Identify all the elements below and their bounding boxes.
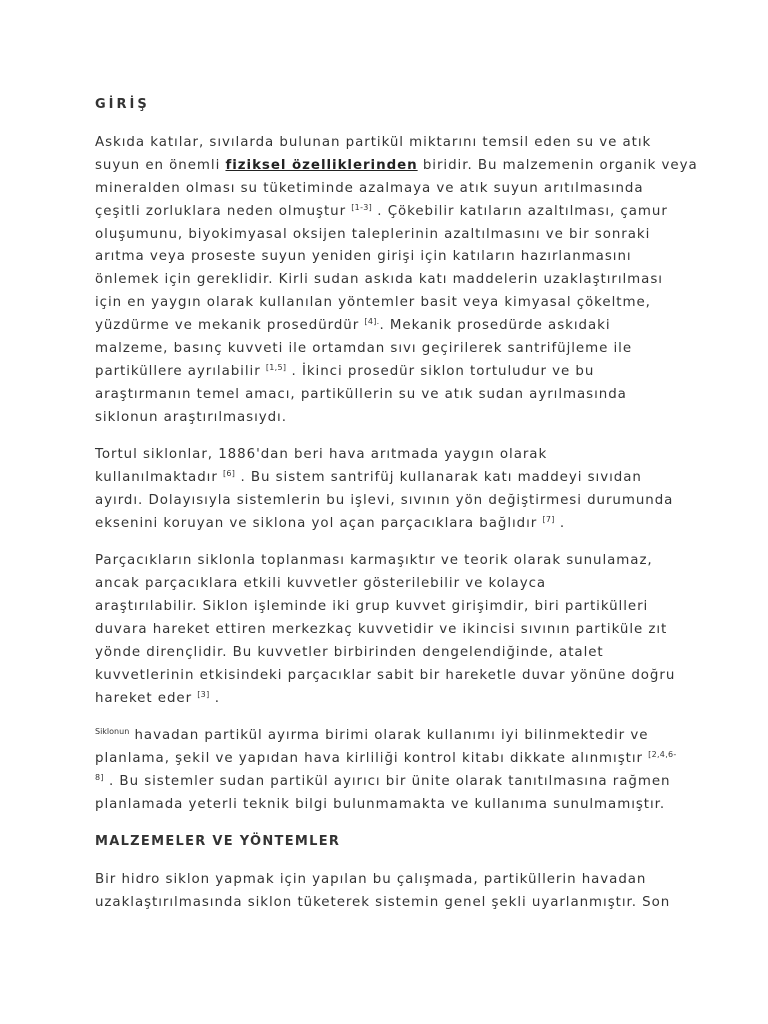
line [95, 361, 675, 384]
text: araştırılabilir. Siklon işleminde iki grup kuvvet girişimdir, biri partikülleri [95, 599, 649, 615]
line [95, 155, 698, 178]
text: mineralden olması su tüketiminde azalmaya ve atık suyun arıtılmasında [95, 180, 644, 196]
text: partiküllere ayrılabilir [95, 363, 266, 379]
line [95, 338, 675, 361]
line [95, 794, 675, 817]
line [95, 725, 675, 748]
paragraph-1 [95, 132, 698, 430]
text: . [554, 515, 566, 531]
line [95, 596, 675, 619]
text: Tortul siklonlar, 1886'dan beri hava arıtmada yaygın olarak [95, 447, 548, 463]
line [95, 132, 675, 155]
citation: [1-3] [351, 202, 373, 212]
text: kuvvetlerinin etkisindeki parçacıklar sabit bir hareketle duvar yönüne doğru [95, 667, 676, 683]
text: uzaklaştırılmasında siklon tüketerek sistemin genel şekli uyarlanmıştır. Son [95, 895, 671, 911]
line [95, 490, 675, 513]
text: için en yaygın olarak kullanılan yöntemler basit veya kimyasal çökeltme, [95, 295, 651, 311]
line [95, 688, 675, 711]
citation: 8] [95, 772, 104, 782]
text: . Bu sistemler sudan partikül ayırıcı bir ünite olarak tanıtılmasına rağmen [103, 773, 671, 789]
line [95, 619, 675, 642]
line [95, 771, 675, 794]
text: kullanılmaktadır [95, 470, 223, 486]
text: oluşumunu, biyokimyasal oksijen taleplerinin azaltılmasını ve bir sonraki [95, 226, 651, 242]
line [95, 178, 675, 201]
line [95, 869, 675, 892]
text: . İkinci prosedür siklon tortuludur ve bu [286, 363, 595, 379]
text: planlamada yeterli teknik bilgi bulunmamakta ve kullanıma sunulmamıştır. [95, 796, 666, 812]
text: çeşitli zorluklara neden olmuştur [95, 203, 352, 219]
citation: [1,5] [265, 362, 287, 372]
text: planlama, şekil ve yapıdan hava kirliliği kontrol kitabı dikkate alınmıştır [95, 751, 649, 767]
line [95, 292, 675, 315]
text: yönde dirençlidir. Bu kuvvetler birbirinden dengelendiğinde, atalet [95, 644, 604, 660]
keyword-link[interactable]: fiziksel özelliklerinden [225, 157, 418, 173]
section-heading-malzemeler: MALZEMELER VE YÖNTEMLER [95, 834, 341, 850]
citation: [2,4,6- [648, 750, 677, 760]
line [95, 444, 675, 467]
section-heading-giris: GİRİŞ [95, 97, 150, 112]
text: önlemek için gereklidir. Kirli sudan askıda katı maddelerin uzaklaştırılması [95, 272, 663, 288]
text: Askıda katılar, sıvılarda bulunan partikül miktarını temsil eden su ve atık [95, 134, 652, 150]
text: arıtma veya proseste suyun yeniden girişi için katıların hazırlanmasını [95, 249, 632, 265]
article-body [95, 94, 698, 915]
text: Bir hidro siklon yapmak için yapılan bu çalışmada, partiküllerin havadan [95, 872, 647, 888]
text: duvara hareket ettiren merkezkaç kuvvetidir ve ikincisi sıvının partiküle zıt [95, 622, 668, 638]
paragraph-4 [95, 725, 675, 817]
text: . Bu sistem santrifüj kullanarak katı maddeyi sıvıdan [235, 470, 642, 486]
line [95, 201, 675, 224]
line [95, 665, 675, 688]
text: suyun en önemli [95, 157, 226, 173]
text: malzeme, basınç kuvveti ile ortamdan sıvı geçirilerek santrifüjleme ile [95, 341, 633, 357]
small-word: Siklonun [95, 727, 130, 737]
text: hareket eder [95, 690, 198, 706]
text: . Mekanik prosedürde askıdaki [379, 318, 611, 334]
text: havadan partikül ayırma birimi olarak kullanımı iyi bilinmektedir ve [129, 728, 649, 744]
paragraph-5 [95, 869, 675, 915]
text: Parçacıkların siklonla toplanması karmaşıktır ve teorik olarak sunulamaz, [95, 553, 653, 569]
citation: [6] [223, 469, 236, 479]
line [95, 550, 675, 573]
text: . [209, 690, 220, 706]
line [95, 892, 675, 915]
text: siklonun araştırılmasıydı. [95, 409, 287, 425]
citation: [7] [542, 514, 555, 524]
line [95, 642, 675, 665]
text: yüzdürme ve mekanik prosedürdür [95, 318, 365, 334]
line [95, 467, 675, 490]
line [95, 513, 675, 536]
line [95, 315, 675, 338]
line [95, 573, 675, 596]
text: biridir. Bu malzemenin organik veya [417, 157, 698, 173]
text: . Çökebilir katıların azaltılması, çamur [372, 203, 668, 219]
paragraph-2 [95, 444, 675, 536]
line [95, 748, 675, 771]
line [95, 224, 675, 247]
citation: [3] [197, 689, 210, 699]
text: araştırmanın temel amacı, partiküllerin su ve atık sudan ayrılmasında [95, 386, 627, 402]
text: ancak parçacıklara etkili kuvvetler gösterilebilir ve kolayca [95, 576, 547, 592]
text: ayırdı. Dolayısıyla sistemlerin bu işlevi, sıvının yön değiştirmesi durumunda [95, 493, 674, 508]
line [95, 269, 675, 292]
paragraph-3 [95, 550, 675, 710]
text: eksenini koruyan ve siklona yol açan parçacıklara bağlıdır [95, 515, 543, 531]
citation: [4]. [364, 317, 380, 327]
line [95, 407, 675, 430]
line [95, 246, 675, 269]
line [95, 384, 675, 407]
